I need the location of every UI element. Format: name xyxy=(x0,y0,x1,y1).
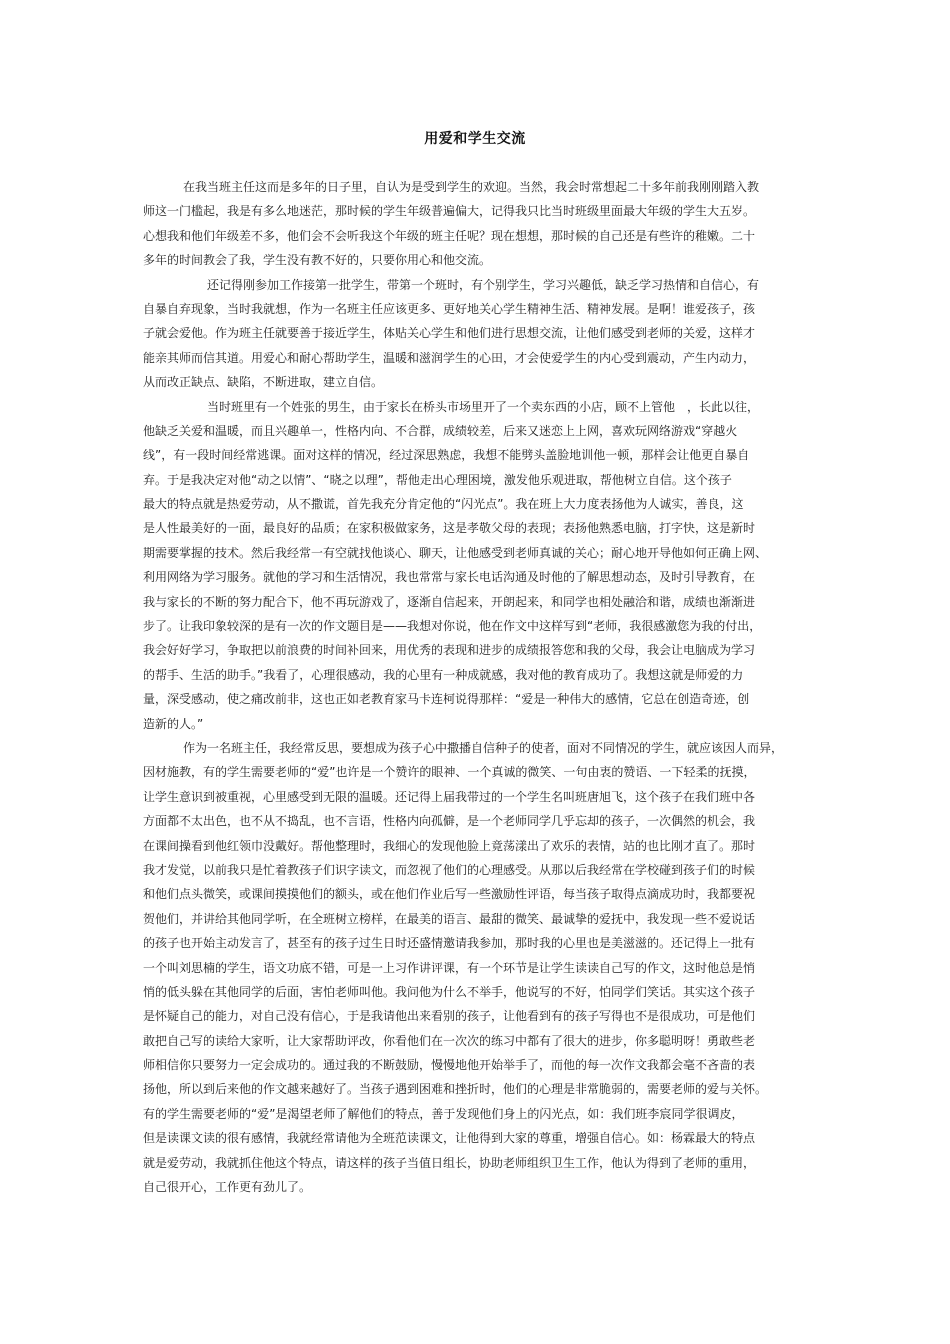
text-line: 师相信你只要努力一定会成功的。通过我的不断鼓励，慢慢地他开始举手了，而他的每一次作文我都会毫不吝啬的表 xyxy=(143,1058,756,1073)
text-line: 步了。让我印象较深的是有一次的作文题目是——我想对你说，他在作文中这样写到“老师，我很感激您为我的付出， xyxy=(143,619,762,634)
text-line: 线”，有一段时间经常逃课。面对这样的情况，经过深思熟虑，我想不能劈头盖脸地训他一顿，那样会让他更自暴自 xyxy=(143,448,750,463)
text-line: 方面都不太出色，也不从不捣乱，也不言语，性格内向孤僻，是一个老师同学几乎忘却的孩子，一次偶然的机会，我 xyxy=(143,814,756,829)
text-line: 心想我和他们年级差不多，他们会不会听我这个年级的班主任呢？现在想想，那时候的自己还是有些许的稚嫩。二十 xyxy=(143,228,756,243)
text-line: 有的学生需要老师的“爱”是渴望老师了解他们的特点，善于发现他们身上的闪光点，如：我们班李宸同学很调皮， xyxy=(143,1106,744,1121)
text-line: 最大的特点就是热爱劳动，从不撒谎，首先我充分肯定他的“闪光点”。我在班上大力度表扬他为人诚实，善良，这 xyxy=(143,497,744,512)
text-line: 我才发觉，以前我只是忙着教孩子们识字读文，而忽视了他们的心理感受。从那以后我经常在学校碰到孩子们的时候 xyxy=(143,862,756,877)
text-line: 敢把自己写的读给大家听，让大家帮助评改，你看他们在一次次的练习中都有了很大的进步，你多聪明呀！勇敢些老 xyxy=(143,1033,756,1048)
text-line: 作为一名班主任，我经常反思，要想成为孩子心中撒播自信种子的使者，面对不同情况的学生，就应该因人而异， xyxy=(183,740,784,755)
text-line: 自暴自弃现象，当时我就想，作为一名班主任应该更多、更好地关心学生精神生活、精神发展。是啊！谁爱孩子，孩 xyxy=(143,301,756,316)
text-line: 就是爱劳动，我就抓住他这个特点，请这样的孩子当值日组长，协助老师组织卫生工作，他认为得到了老师的重用， xyxy=(143,1155,756,1170)
document-body xyxy=(143,175,813,1199)
text-line: 利用网络为学习服务。就他的学习和生活情况，我也常常与家长电话沟通及时他的了解思想动态，及时引导教育，在 xyxy=(143,570,756,585)
text-line: 是怀疑自己的能力，对自己没有信心，于是我请他出来看别的孩子，让他看到有的孩子写得也不是很成功，可是他们 xyxy=(143,1009,756,1024)
text-line: 和他们点头微笑，或课间摸摸他们的额头，或在他们作业后写一些激励性评语，每当孩子取得点滴成功时，我都要祝 xyxy=(143,887,756,902)
text-line: 自己很开心，工作更有劲儿了。 xyxy=(143,1180,312,1195)
text-line: 在我当班主任这而是多年的日子里，自认为是受到学生的欢迎。当然，我会时常想起二十多年前我刚刚踏入教 xyxy=(183,180,760,194)
text-line: 因材施教，有的学生需要老师的“爱”也许是一个赞许的眼神、一个真诚的微笑、一句由衷的赞语、一下轻柔的抚摸， xyxy=(143,765,756,780)
text-line: 我与家长的不断的努力配合下，他不再玩游戏了，逐渐自信起来，开朗起来，和同学也相处融洽和谐，成绩也渐渐进 xyxy=(143,594,756,609)
text-line: 师这一门槛起，我是有多么地迷茫，那时候的学生年级普遍偏大，记得我只比当时班级里面最大年级的学生大五岁。 xyxy=(143,204,756,219)
text-line: 弃。于是我决定对他“动之以情”、“晓之以理”，帮他走出心理困境，激发他乐观进取，帮他树立自信。这个孩子 xyxy=(143,472,732,487)
text-line: 从而改正缺点、缺陷，不断进取，建立自信。 xyxy=(143,375,384,390)
text-line: 子就会爱他。作为班主任就要善于接近学生，体贴关心学生和他们进行思想交流，让他们感受到老师的关爱，这样才 xyxy=(143,326,756,341)
text-line: 造新的人。” xyxy=(143,716,204,731)
text-line: 多年的时间教会了我，学生没有教不好的，只要你用心和他交流。 xyxy=(143,253,492,268)
text-line: 但是读课文读的很有感情，我就经常请他为全班范读课文，让他得到大家的尊重，增强自信心。如：杨霖最大的特点 xyxy=(143,1131,756,1146)
text-line: 能亲其师而信其道。用爱心和耐心帮助学生，温暖和滋润学生的心田，才会使爱学生的内心受到震动，产生内动力， xyxy=(143,350,756,365)
text-line: 贺他们，并讲给其他同学听，在全班树立榜样，在最美的语言、最甜的微笑、最诚挚的爱抚中，我发现一些不爱说话 xyxy=(143,911,756,926)
text-line: 悄的低头躲在其他同学的后面，害怕老师叫他。我问他为什么不举手，他说写的不好，怕同学们笑话。其实这个孩子 xyxy=(143,984,756,999)
text-line: 一个叫刘思楠的学生，语文功底不错，可是一上习作讲评课，有一个环节是让学生读读自己写的作文，这时他总是悄 xyxy=(143,960,756,975)
text-line: 我会好好学习，争取把以前浪费的时间补回来，用优秀的表现和进步的成绩报答您和我的父母，我会让电脑成为学习 xyxy=(143,643,756,658)
text-line: 当时班里有一个姓张的男生，由于家长在桥头市场里开了一个卖东西的小店，顾不上管他 ，长此以往， xyxy=(207,399,760,414)
text-line: 让学生意识到被重视，心里感受到无限的温暖。还记得上届我带过的一个学生名叫班唐旭飞，这个孩子在我们班中各 xyxy=(143,789,756,804)
text-line: 的帮手、生活的助手。”我看了，心理很感动，我的心里有一种成就感，我对他的教育成功了。我想这就是师爱的力 xyxy=(143,667,744,682)
document-title: 用爱和学生交流 xyxy=(424,131,526,147)
text-line: 量，深受感动，使之痛改前非，这也正如老教育家马卡连柯说得那样：“爱是一种伟大的感情，它总在创造奇迹，创 xyxy=(143,692,750,707)
text-line: 的孩子也开始主动发言了，甚至有的孩子过生日时还盛情邀请我参加，那时我的心里也是美滋滋的。还记得上一批有 xyxy=(143,936,756,951)
text-line: 在课间操看到他红领巾没戴好。帮他整理时，我细心的发现他脸上竟荡漾出了欢乐的表情，站的也比刚才直了。那时 xyxy=(143,838,756,853)
text-line: 是人性最美好的一面，最良好的品质；在家积极做家务，这是孝敬父母的表现；表扬他熟悉电脑，打字快，这是新时 xyxy=(143,521,756,536)
text-line: 扬他，所以到后来他的作文越来越好了。当孩子遇到困难和挫折时，他们的心理是非常脆弱的，需要老师的爱与关怀。 xyxy=(143,1082,768,1097)
text-line: 他缺乏关爱和温暖，而且兴趣单一，性格内向、不合群，成绩较差，后来又迷恋上上网，喜欢玩网络游戏“穿越火 xyxy=(143,423,738,438)
text-line: 期需要掌握的技术。然后我经常一有空就找他谈心、聊天，让他感受到老师真诚的关心；耐心地开导他如何正确上网、 xyxy=(143,545,768,560)
text-line: 还记得刚参加工作接第一批学生，带第一个班时，有个别学生，学习兴趣低，缺乏学习热情和自信心，有 xyxy=(207,277,760,292)
